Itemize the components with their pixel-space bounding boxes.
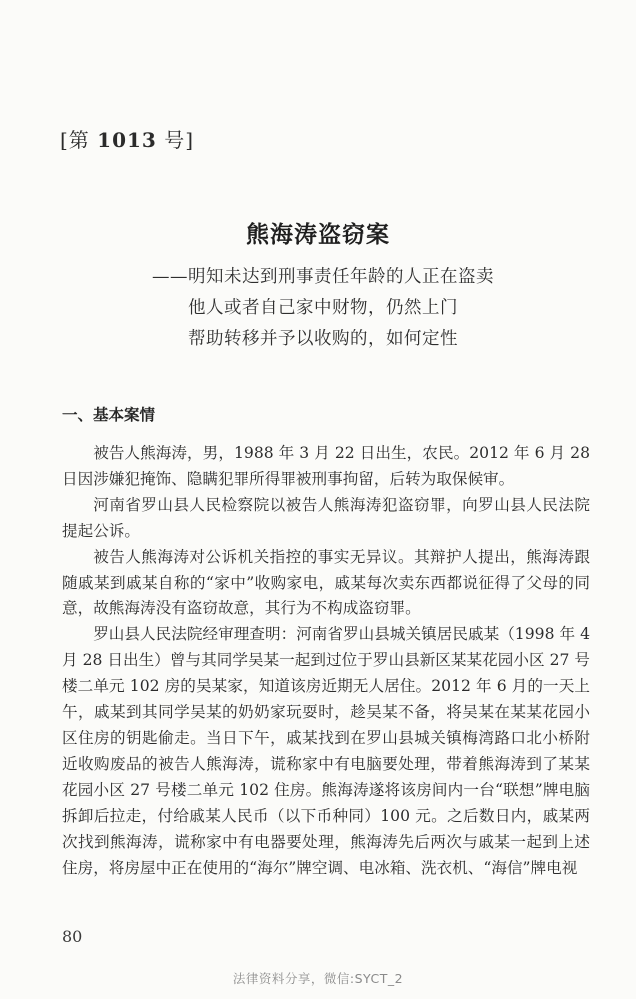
case-subtitle	[150, 262, 550, 355]
subtitle-line-3: 帮助转移并予以收购的，如何定性	[188, 329, 458, 349]
watermark-text: 法律资料分享，微信:SYCT_2	[232, 971, 404, 986]
case-number-value: 1013	[97, 128, 157, 152]
paragraph-3: 被告人熊海涛对公诉机关指控的事实无异议。其辩护人提出，熊海涛跟随戚某到戚某自称的“家中”收购家电，戚某每次卖东西都说征得了父母的同意，故熊海涛没有盗窃故意，其行为不构成盗窃罪。	[62, 547, 590, 618]
case-number-close: 号]	[156, 128, 195, 152]
subtitle-line-1: ——明知未达到刑事责任年龄的人正在盗卖	[152, 267, 494, 287]
case-number-open: [第	[60, 128, 98, 152]
paragraph-1: 被告人熊海涛，男，1988 年 3 月 22 日出生，农民。2012 年 6 月 28 日因涉嫌犯掩饰、隐瞒犯罪所得罪被刑事拘留，后转为取保候审。	[62, 444, 590, 488]
case-number	[60, 124, 194, 153]
body-text	[62, 441, 590, 881]
paragraph-2: 河南省罗山县人民检察院以被告人熊海涛犯盗窃罪，向罗山县人民法院提起公诉。	[62, 495, 590, 540]
page-number: 80	[62, 927, 83, 946]
case-title: 熊海涛盗窃案	[246, 221, 390, 248]
paragraph-4: 罗山县人民法院经审理查明：河南省罗山县城关镇居民戚某（1998 年 4 月 28 日出生）曾与其同学吴某一起到过位于罗山县新区某某花园小区 27 号楼二单元 102 房的吴某家，知道该房近期无人居住。2012 年 6 月的一天上午，戚某到其同学吴某的奶奶家玩耍时，趁吴某不备，将吴某在某某花园小区住房的钥匙偷走。当日下午，戚某找到在罗山县城关镇梅湾路口北小桥附近收购废品的被告人熊海涛，谎称家中有电脑要处理，带着熊海涛到了某某花园小区 27 号楼二单元 102 住房。熊海涛遂将该房间内一台“联想”牌电脑拆卸后拉走，付给戚某人民币（以下币种同）100 元。之后数日内，戚某两次找到熊海涛，谎称家中有电器要处理，熊海涛先后两次与戚某一起到上述住房，将房屋中正在使用的“海尔”牌空调、电冰箱、洗衣机、“海信”牌电视	[62, 625, 590, 877]
subtitle-line-2: 他人或者自己家中财物，仍然上门	[188, 298, 458, 318]
section-heading: 一、基本案情	[62, 406, 156, 424]
